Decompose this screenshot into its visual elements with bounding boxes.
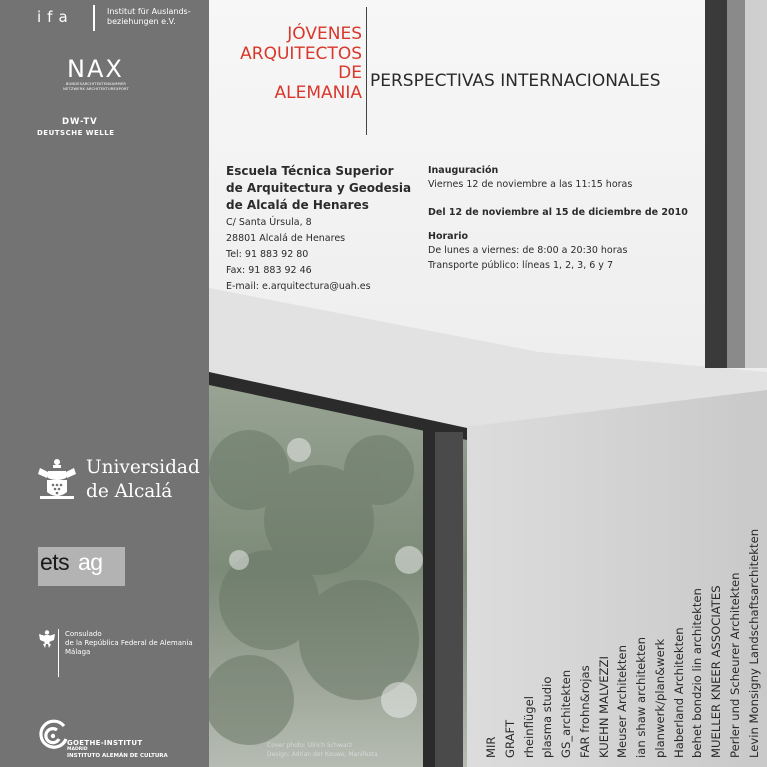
event-info-block — [428, 165, 748, 273]
sponsor-sidebar — [0, 0, 209, 767]
venue-email: E-mail: e.arquitectura@uah.es — [226, 281, 371, 292]
goethe-institut-icon — [37, 719, 71, 753]
title-perspectivas: PERSPECTIVAS INTERNACIONALES — [370, 71, 661, 91]
universidad-alcala-logo — [86, 456, 200, 504]
etsag-logo-ets: ets — [40, 549, 70, 575]
inauguracion-value: Viernes 12 de noviembre a las 11:15 horas — [428, 179, 633, 190]
architect-name: GS_architekten — [559, 669, 573, 758]
horario-value: De lunes a viernes: de 8:00 a 20:30 horas — [428, 245, 628, 256]
title-red-line4: ALEMANIA — [274, 82, 362, 103]
deutsche-welle-label: DEUTSCHE WELLE — [37, 129, 115, 137]
goethe-instituto-label: INSTITUTO ALEMÁN DE CULTURA — [67, 753, 168, 759]
credit-photo: Cover photo: Ulrich Schwarz — [267, 742, 353, 749]
title-jovenes-arquitectos — [240, 25, 362, 103]
ifa-logo: ifa — [37, 8, 74, 26]
venue-fax: Fax: 91 883 92 46 — [226, 265, 312, 276]
architect-name: MUELLER KNEER ASSOCIATES — [709, 585, 723, 758]
architect-name: ian shaw architekten — [634, 637, 648, 758]
venue-name-line2: de Arquitectura y Geodesia — [226, 181, 412, 195]
nax-subtitle-line2: NETZWERK ARCHITEKTUREXPORT — [63, 86, 129, 91]
title-red-line1: JÓVENES — [287, 24, 362, 44]
title-red-line3: DE — [338, 63, 362, 83]
architect-name: FAR frohn&rojas — [577, 665, 592, 758]
venue-tel: Tel: 91 883 92 80 — [226, 249, 309, 260]
ifa-name-line1: Institut für Auslands- — [107, 7, 191, 16]
horario-label: Horario — [428, 231, 469, 242]
ifa-name — [107, 7, 207, 27]
architect-name: KUEHN MALVEZZI — [596, 656, 611, 758]
venue-city: 28801 Alcalá de Henares — [226, 233, 346, 244]
uah-line1: Universidad — [86, 457, 200, 478]
goethe-institut-label: GOETHE-INSTITUT — [67, 739, 143, 747]
architect-name: GRAFT — [502, 719, 517, 758]
architect-name: MIR — [484, 736, 498, 758]
credit-design: Design: Adrian der Kouwe, Manifesta — [267, 751, 378, 758]
venue-name-line1: Escuela Técnica Superior — [226, 164, 394, 178]
etsag-logo-ag: ag — [78, 549, 103, 575]
goethe-madrid-label: MADRID — [67, 747, 88, 752]
title-red-line2: ARQUITECTOS — [240, 43, 362, 64]
ifa-name-line2: beziehungen e.V. — [107, 17, 176, 26]
inauguracion-label: Inauguración — [428, 165, 499, 176]
architect-name: plasma studio — [540, 676, 555, 758]
architect-name: behet bondzio lin architekten — [690, 588, 705, 758]
exhibition-dates: Del 12 de noviembre al 15 de diciembre de 2010 — [428, 207, 688, 218]
university-crest-icon — [36, 456, 78, 502]
transporte-value: Transporte público: líneas 1, 2, 3, 6 y 7 — [428, 260, 613, 271]
architect-name: Meuser Architekten — [615, 645, 630, 758]
architect-name: Levin Monsigny Landschaftsarchitekten — [746, 528, 761, 758]
consulado-line3: Málaga — [65, 648, 91, 656]
architect-name: rheinflügel — [521, 696, 536, 758]
title-divider — [366, 7, 367, 135]
photo-credits — [267, 741, 378, 759]
consulado-logo — [65, 630, 205, 657]
architect-name: Haberland Architekten — [671, 627, 686, 758]
architect-name: Perler und Scheurer Architekten — [727, 572, 742, 758]
nax-subtitle — [36, 82, 156, 91]
venue-name-line3: de Alcalá de Henares — [226, 198, 369, 212]
architect-name: planwerk/plan&werk — [652, 638, 667, 758]
german-eagle-icon — [38, 629, 56, 649]
consulado-divider — [58, 629, 59, 677]
venue-block — [226, 163, 426, 294]
nax-logo: NAX — [67, 55, 124, 83]
architect-list — [482, 458, 763, 758]
consulado-line2: de la República Federal de Alemania — [65, 639, 193, 647]
consulado-line1: Consulado — [65, 630, 102, 638]
ifa-divider — [93, 5, 95, 31]
venue-street: C/ Santa Úrsula, 8 — [226, 217, 312, 228]
nax-subtitle-line1: BUNDESARCHITEKTENKAMMER — [65, 82, 127, 86]
dw-tv-logo: DW-TV — [62, 117, 98, 127]
uah-line2: de Alcalá — [86, 481, 173, 502]
